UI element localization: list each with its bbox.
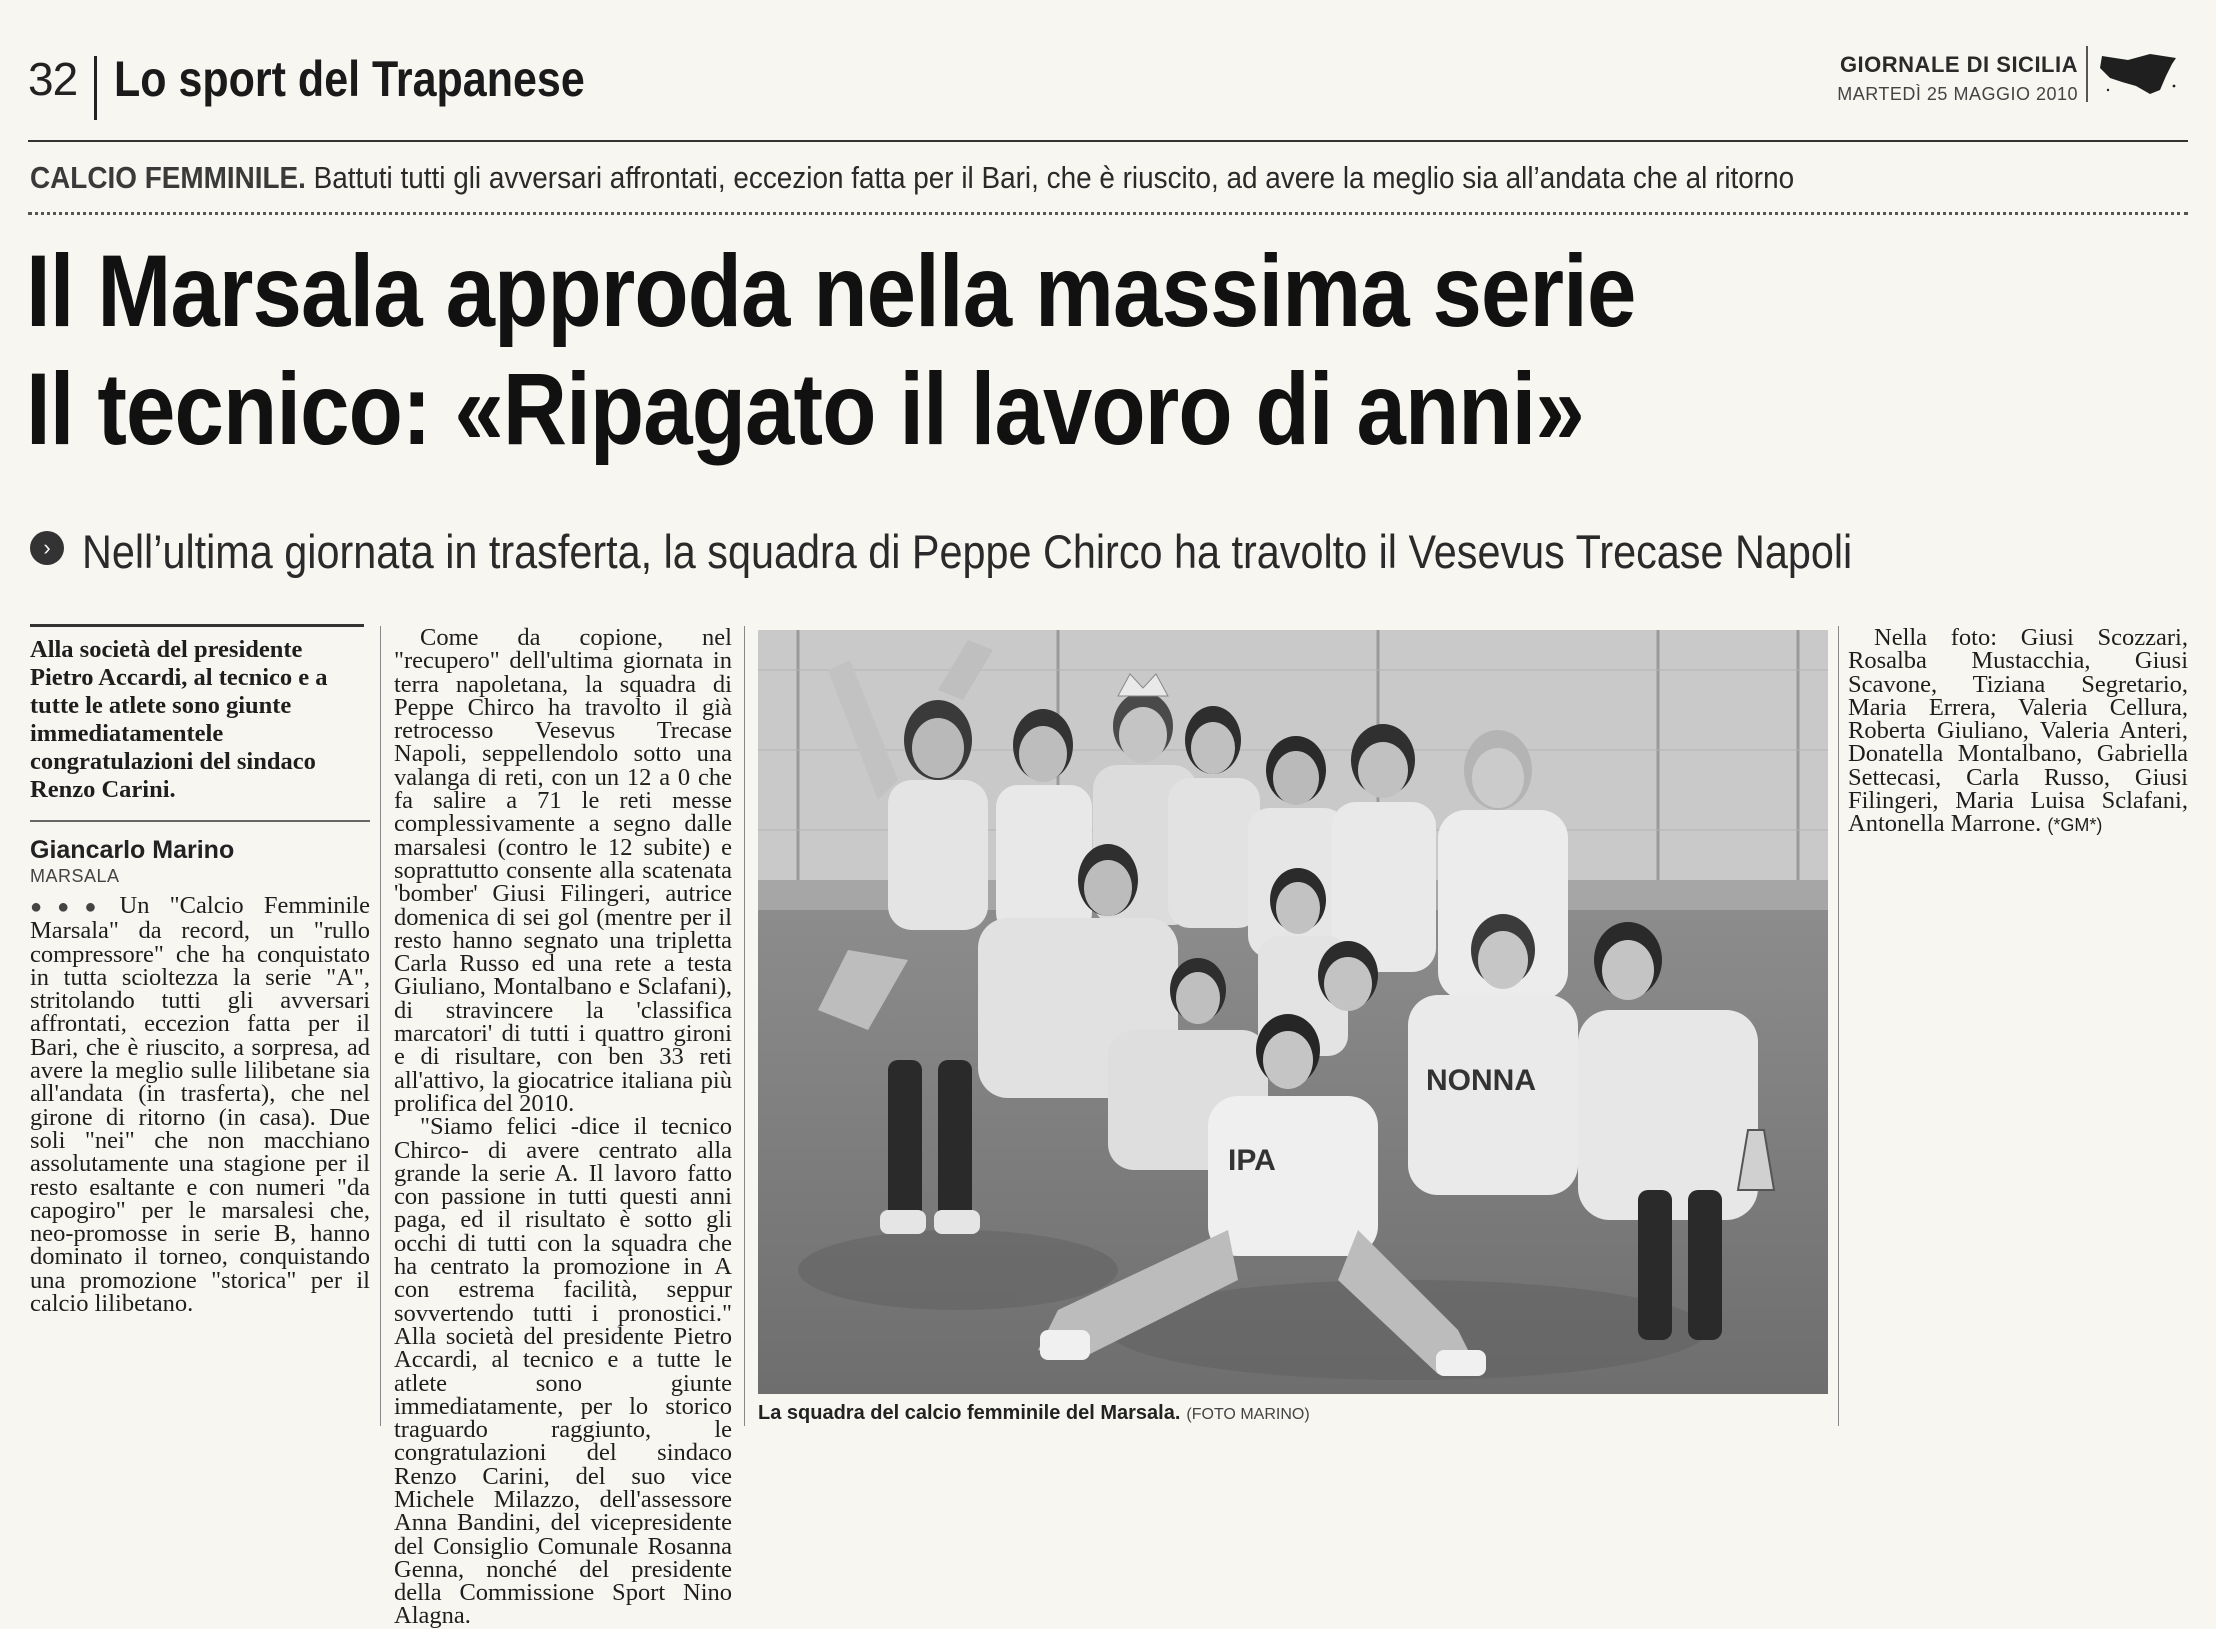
jersey-text: NONNA bbox=[1426, 1064, 1536, 1097]
page-number: 32 bbox=[28, 53, 78, 105]
article-paragraph-3: "Siamo felici -dice il tecnico Chirco- di avere centrato alla grande la serie A. Il lavoro fatto con passione in tutti questi anni paga, ed il risultato è sotto gli occhi di tutti con la squadra che ha centrato la promozione in A con estrema facilità, seppur sovvertendo tutti i pronostici." Alla società del presidente Pietro Accardi, al tecnico e a tutte le atlete sono giunte immediatamente, per lo storico traguardo raggiunto, le congratulazioni del sindaco Renzo Carini, del suo vice Michele Milazzo, dell'assessore Anna Bandini, del vicepresidente del Consiglio Comunale Rosanna Genna, nonché del presidente della Commissione Sport Nino Alagna. bbox=[394, 1113, 732, 1629]
chevron-right-icon: › bbox=[30, 531, 64, 565]
section-title: Lo sport del Trapanese bbox=[114, 51, 585, 107]
headline bbox=[26, 232, 2166, 468]
header-rule bbox=[28, 140, 2188, 142]
photo-credit: (FOTO MARINO) bbox=[1186, 1406, 1310, 1423]
column-2 bbox=[394, 626, 732, 1628]
summary-bottom-rule bbox=[30, 820, 370, 822]
lead-marker: ●●● bbox=[30, 896, 112, 918]
article-lead-paragraph bbox=[30, 892, 370, 1318]
kicker-dotted-rule bbox=[28, 212, 2188, 215]
summary-top-rule bbox=[30, 624, 364, 627]
sicily-map-icon bbox=[2086, 46, 2188, 102]
article-paragraph-2: Come da copione, nel "recupero" dell'ultima giornata in terra napoletana, la squadra di Peppe Chirco ha travolto il già retrocesso Vesevus Trecase Napoli, seppellendolo sotto una valanga di reti, con un 12 a 0 che fa salire a 71 le reti messe complessivamente a segno dalle marsalesi (contro le 12 subite) e soprattutto consente alla scatenata 'bomber' Giusi Filingeri, autrice domenica di sei gol (mentre per il resto hanno segnato una tripletta Carla Russo ed una rete a testa Giuliano, Montalbano e Sclafani), di stravincere la 'classifica marcatori' di tutti i quattro gironi e di risultare, con ben 33 reti all'attivo, la giocatrice italiana più prolifica del 2010. bbox=[394, 624, 732, 1117]
kicker-label: CALCIO FEMMINILE. bbox=[30, 160, 306, 195]
subheadline-text: Nell’ultima giornata in trasferta, la squadra di Peppe Chirco ha travolto il Vesevus Trecase Napoli bbox=[82, 525, 1853, 579]
column-1 bbox=[30, 636, 370, 1318]
byline-place: MARSALA bbox=[30, 866, 120, 886]
newspaper-name: GIORNALE DI SICILIA bbox=[1839, 52, 2078, 77]
kicker-line bbox=[30, 160, 2180, 210]
byline-author: Giancarlo Marino bbox=[30, 836, 235, 864]
page-header bbox=[28, 42, 2188, 132]
column-4 bbox=[1848, 626, 2188, 838]
article-paragraph-4 bbox=[1848, 626, 2188, 838]
article-lead-text: Un "Calcio Femminile Marsala" da record, un "rullo compressore" che ha conquistato in tutta scioltezza la serie "A", stritolando tutti gli avversari affrontati, eccezion fatta per il Bari, che è riuscito, a sorpresa, ad avere la meglio sulle lilibetane sia all'andata (in trasferta), che nel girone di ritorno (in casa). Due soli "nei" che non macchiano assolutamente una stagione per il resto esaltante e con numeri "da capogiro" per le marsalesi che, neo-promosse in serie B, hanno dominato il torneo, conquistando una promozione "storica" per il calcio lilibetano. bbox=[30, 892, 370, 1318]
photo-caption bbox=[758, 1402, 1828, 1432]
summary-box: Alla società del presidente Pietro Accardi, al tecnico e a tutte le atlete sono giunte immediatamentele congratulazioni del sindaco Renzo Carini. bbox=[30, 636, 328, 803]
headline-line-1: Il Marsala approda nella massima serie bbox=[26, 234, 1636, 348]
issue-date: MARTEDÌ 25 MAGGIO 2010 bbox=[1837, 84, 2078, 104]
author-signature: (*GM*) bbox=[2047, 815, 2103, 836]
header-divider bbox=[94, 56, 97, 120]
kicker-text: Battuti tutti gli avversari affrontati, eccezion fatta per il Bari, che è riuscito, ad avere la meglio sia all’andata che al ritorno bbox=[305, 160, 1795, 195]
headline-line-2: Il tecnico: «Ripagato il lavoro di anni» bbox=[26, 352, 1584, 466]
team-photo bbox=[758, 630, 1828, 1394]
photo-caption-text: La squadra del calcio femminile del Marsala. bbox=[758, 1402, 1181, 1424]
jersey-text: IPA bbox=[1228, 1144, 1276, 1177]
subheadline bbox=[30, 520, 2130, 580]
column-divider bbox=[380, 626, 381, 1426]
column-divider bbox=[744, 626, 745, 1426]
column-divider bbox=[1838, 626, 1839, 1426]
photo-names-text: Nella foto: Giusi Scozzari, Rosalba Mustacchia, Giusi Scavone, Tiziana Segretario, Maria Errera, Valeria Cellura, Roberta Giuliano, Valeria Anteri, Donatella Montalbano, Gabriella Settecasi, Carla Russo, Giusi Filingeri, Maria Luisa Sclafani, Antonella Marrone. bbox=[1848, 624, 2188, 838]
